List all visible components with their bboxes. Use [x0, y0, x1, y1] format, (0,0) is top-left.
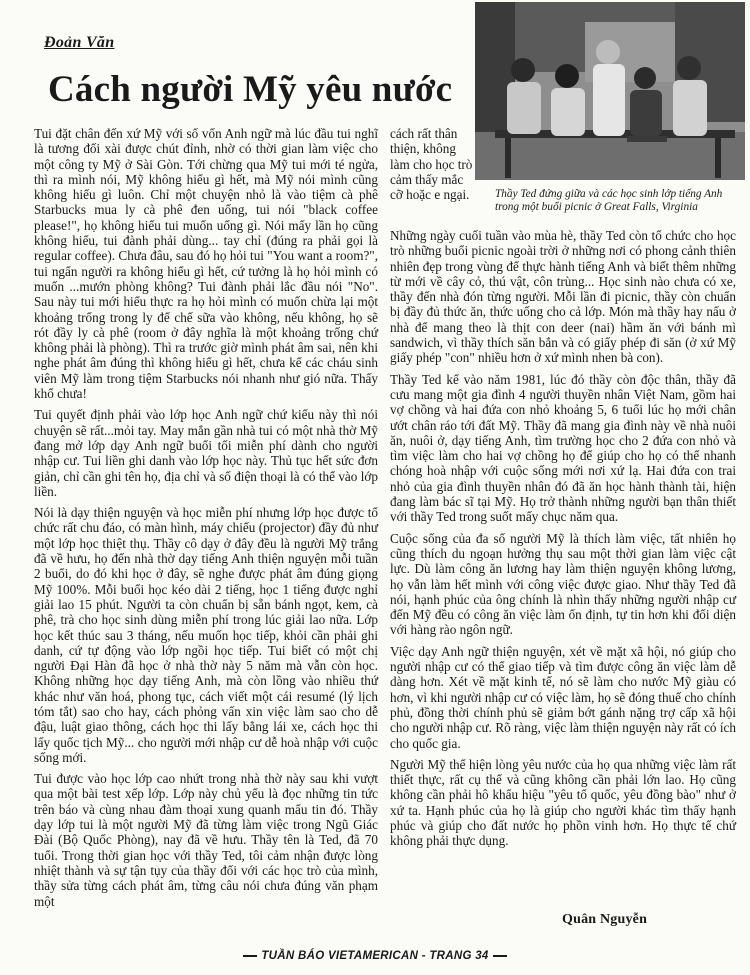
paragraph: Nói là dạy thiện nguyện và học miễn phí nhưng lớp học được tổ chức rất chu đáo, có màn hình, máy chiếu (projector) đầy đủ như một lớp học thiệt thụ. Thầy cô dạy ở đây đều là người Mỹ trắng đã về hưu, họ đến nhà thờ dạy tiếng Anh thiện nguyện mỗi tuần 2 buổi, do đó khi học ở đây, sẽ nghe được phát âm đúng giọng Mỹ 100%. Mỗi buổi học kéo dài 2 tiếng, học 1 tiếng được nghỉ giải lao 15 phút. Người ta còn chuẩn bị sẵn bánh ngọt, kem, cà phê, trà cho học sinh dùng miễn phí trong lúc giải lao nữa. Lớp học kết thúc sau 3 tháng, nếu muốn học tiếp, khỏi cần phải ghi danh, cứ tự động vào lớp ngồi học tiếp. Tui biết có một chị người Đại Hàn đã học ở nhà thờ này 5 năm mà vẫn còn học. Không những học dạy tiếng Anh, mà còn lồng vào nhiều thứ khác như văn hoá, phong tục, cách viết một cái resumé (lý lịch tóm tắt) sao cho hay, cách phỏng vấn xin việc làm sao cho dễ đậu, luật giao thông, cách học thi lấy bằng lái xe, cách học thi lấy quốc tịch Mỹ... cho người mới nhập cư dễ hoà nhập với cuộc sống mới. [34, 505, 378, 765]
photo-caption: Thầy Ted đứng giữa và các học sinh lớp tiếng Anh trong một buổi picnic ở Great Falls, Virginia [495, 188, 723, 213]
page-footer [0, 950, 750, 962]
paragraph: Tui đặt chân đến xứ Mỹ với số vốn Anh ngữ mà lúc đầu tui nghĩ là tương đối xài được chút đỉnh, nhờ có thời gian làm việc cho một công ty Mỹ ở Sài Gòn. Tới chừng qua Mỹ tui mới té ngửa, thì ra mình nói, Mỹ không hiểu gì hết, mà Mỹ nói mình cũng không hiểu gì luôn. Chỉ một chuyện nhỏ là vào tiệm cà phê Starbucks mua ly cà phê đen uống, tui nói "black coffee please!", họ không hiểu tui muốn uống gì. Nói mấy lần họ cũng không hiểu, tui đành phải dùng... tay chỉ (đúng ra phải gọi là regular coffee). Chưa đâu, sau đó họ hỏi tui "You want a room?", tui ngẩn người ra không hiểu gì hết, cứ tưởng là họ hỏi mình có muốn ...mướn phòng không? Tui đành phải lắc đầu nói "No". Sau này tui mới hiểu thực ra họ hỏi mình có muốn chừa lại một khoảng trống trong ly để chế sữa vào không, nếu không, họ sẽ rót đầy ly cà phê (room ở đây nghĩa là một khoảng trống chứ không phải là phòng). Thì ra trước giờ mình phát âm sai, nên khi nghe phát âm đúng thì không hiểu gì hết, chưa kể các cháu sinh viên Mỹ làm trong tiệm Starbucks nói nhanh như gió nữa. Thấy khổ chưa! [34, 126, 378, 402]
paragraph: Việc dạy Anh ngữ thiện nguyện, xét về mặt xã hội, nó giúp cho người nhập cư có thể giao tiếp và tìm được công ăn việc làm dễ dàng hơn. Xét về mặt kinh tế, nó sẽ làm cho nước Mỹ giàu có hơn, vì khi người nhập cư có việc làm, họ sẽ đóng thuế cho chính phủ, đồng thời chính phủ sẽ giảm bớt gánh nặng trợ cấp xã hội cho người nhập cư. Rõ ràng, việc làm thiện nguyện này rất có ích cho quốc gia. [390, 643, 736, 751]
article-column-left [34, 126, 378, 909]
author-label: Đoản Văn [44, 34, 115, 51]
article-column-right [390, 228, 736, 849]
article-column-right-continuation [390, 126, 476, 202]
paragraph: Tui được vào học lớp cao nhứt trong nhà thờ này sau khi vượt qua một bài test xếp lớp. Lớp này chủ yếu là đọc những tin tức trên báo và cùng nhau đàm thoại xung quanh mẩu tin đó. Thầy dạy lớp tui là một người Mỹ đã từng làm việc trong Ngũ Giác Đài (Bộ Quốc Phòng), nay đã về hưu. Thầy tên là Ted, đã 70 tuổi. Trong thời gian học với thầy Ted, tôi cảm nhận được lòng nhiệt thành và sự tận tụy của thầy đối với các học trò của mình, thầy sửa từng cách phát âm, từng câu nói chưa đúng văn phạm một [34, 771, 378, 909]
footer-rule-left [243, 955, 257, 957]
article-title: Cách người Mỹ yêu nước [48, 69, 453, 110]
paragraph: Cuộc sống của đa số người Mỹ là thích làm việc, tất nhiên họ cũng thích du ngoạn hưởng thụ sau một thời gian làm việc cật lực. Dù làm công ăn lương hay làm thiện nguyện không lương, họ vẫn làm hết mình với công việc được giao. Như thầy Ted đã nói, hạnh phúc của ông chính là nhìn thấy những người nhập cư đến Mỹ đều có công ăn việc làm ổn định, tự tin hơn khi đối diện với hàng rào ngôn ngữ. [390, 530, 736, 638]
paragraph: Những ngày cuối tuần vào mùa hè, thầy Ted còn tổ chức cho học trò những buổi picnic ngoài trời ở những nơi có phong cảnh thiên nhiên đẹp trong vùng để thực hành tiếng Anh và biết thêm những từ mới về cây cỏ, thú vật, côn trùng... Học sinh nào chưa có xe, thầy đến nhà đón từng người. Mỗi lần đi picnic, thầy còn chuẩn bị đầy đủ thức ăn, thức uống cho cả lớp. Món mà thầy hay nấu ở nhà để mang theo là thịt con deer (nai) hầm ăn với bánh mì sandwich, vì thầy thích săn bắn và có giấy phép đi săn (ở xứ Mỹ giấy phép "con" nhiều hơn ở xứ mình nhen bà con). [390, 228, 736, 366]
byline: Quân Nguyễn [562, 912, 648, 927]
footer-text: TUẦN BÁO VIETAMERICAN - TRANG 34 [261, 950, 489, 962]
paragraph: Tui quyết định phải vào lớp học Anh ngữ chứ kiểu này thì nói chuyện sẽ rất...mỏi tay. May mắn gần nhà tui có một nhà thờ Mỹ đang mở lớp dạy Anh ngữ buổi tối miễn phí dành cho người nhập cư. Tui liền ghi danh vào lớp học này. Thủ tục hết sức đơn giản, chỉ cần ghi tên họ, địa chỉ và số điện thoại là có thể vào lớp liền. [34, 407, 378, 499]
group-photo [475, 2, 745, 180]
paragraph: Thầy Ted kể vào năm 1981, lúc đó thầy còn độc thân, thầy đã cưu mang một gia đình 4 người thuyền nhân Việt Nam, gồm hai vợ chồng và hai đứa con nhỏ khoảng 5, 6 tuổi lúc họ mới chân ướt chân ráo tới đất Mỹ. Thầy đã mang gia đình này về nhà nuôi ăn, nuôi ở, dạy tiếng Anh, tìm trường học cho 2 đứa con nhỏ và tìm việc làm cho hai vợ chồng họ để giúp cho họ có thể nhanh chóng hoà nhập với cuộc sống mới nơi xứ lạ. Hai đứa con trai nhỏ của gia đình thuyền nhân đó đã ăn học hành thành tài, hiện đang làm bác sĩ tại Mỹ. Họ trở thành những người bạn thân thiết với thầy Ted trong suốt mấy chục năm qua. [390, 371, 736, 525]
photo-block [475, 2, 745, 228]
footer-rule-right [493, 955, 507, 957]
paragraph: cách rất thân thiện, không làm cho học trò cảm thấy mắc cỡ hoặc e ngại. [390, 126, 473, 203]
paragraph: Người Mỹ thể hiện lòng yêu nước của họ qua những việc làm rất thiết thực, rất cụ thể và cũng không cần phải lớn lao. Họ cũng không cần phải hô khẩu hiệu "yêu tổ quốc, yêu đồng bào" như ở xứ ta. Hạnh phúc của họ là giúp cho người khác tìm thấy hạnh phúc và giúp cho đất nước họ phồn vinh hơn. Họ thực tế chứ không phải thực dụng. [390, 756, 736, 849]
